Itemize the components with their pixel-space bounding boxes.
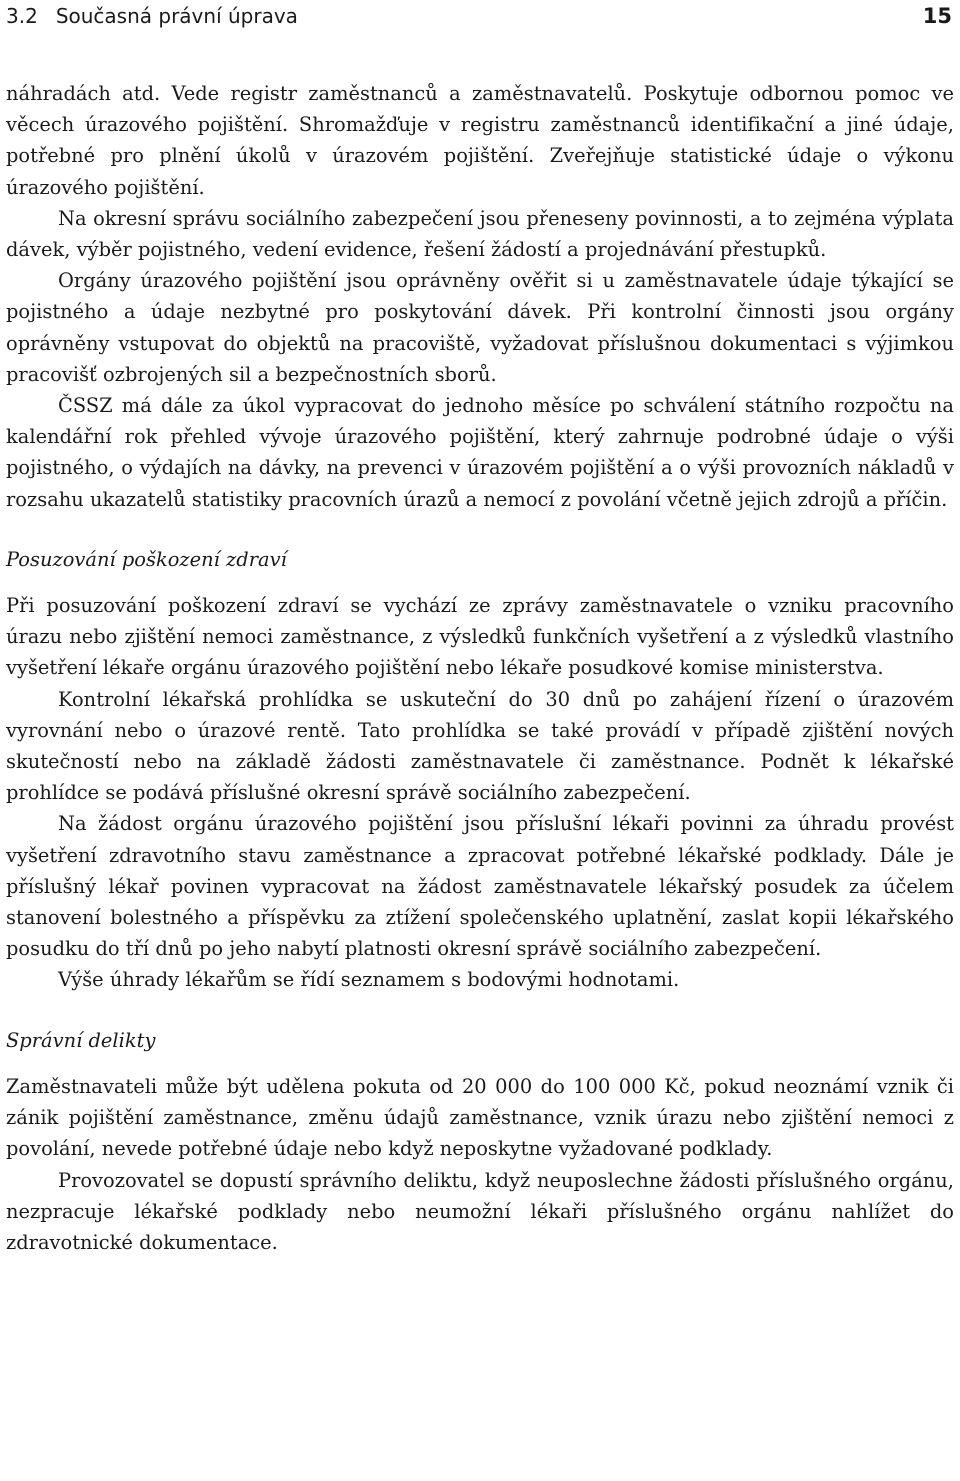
document-page <box>6 0 954 1258</box>
header-section <box>6 4 298 28</box>
paragraph: náhradách atd. Vede registr zaměstnanců a zaměstnavatelů. Poskytuje odbornou pomoc ve věcech úrazového pojištění. Shromažďuje v registru zaměstnanců identifikační a jiné údaje, potřebné pro plnění úkolů v úrazovém pojištění. Zveřejňuje statistické údaje o výkonu úrazového pojištění. <box>6 82 954 199</box>
paragraph: ČSSZ má dále za úkol vypracovat do jednoho měsíce po schválení státního rozpočtu na kalendářní rok přehled vývoje úrazového pojištění, který zahrnuje podrobné údaje o výši pojistného, o výdajích na dávky, na prevenci v úrazovém pojištění a o výši provozních nákladů v rozsahu ukazatelů statistiky pracovních úrazů a nemocí z povolání včetně jejich zdrojů a příčin. <box>6 394 954 511</box>
page-number: 15 <box>922 4 952 28</box>
section-title: Současná právní úprava <box>55 4 298 28</box>
paragraph: Orgány úrazového pojištění jsou oprávněny ověřit si u zaměstnavatele údaje týkající se pojistného a údaje nezbytné pro poskytování dávek. Při kontrolní činnosti jsou orgány oprávněny vstupovat do objektů na pracoviště, vyžadovat příslušnou dokumentaci s výjimkou pracovišť ozbrojených sil a bezpečnostních sborů. <box>6 269 954 386</box>
running-header <box>6 0 954 38</box>
paragraph: Při posuzování poškození zdraví se vychází ze zprávy zaměstnavatele o vzniku pracovního úrazu nebo zjištění nemoci zaměstnance, z výsledků funkčních vyšetření a z výsledků vlastního vyšetření lékaře orgánu úrazového pojištění nebo lékaře posudkové komise ministerstva. <box>6 594 954 680</box>
subheading-health: Posuzování poškození zdraví <box>6 547 287 571</box>
body-text <box>6 78 954 1258</box>
paragraph: Na okresní správu sociálního zabezpečení jsou přeneseny povinnosti, a to zejména výplata dávek, výběr pojistného, vedení evidence, řešení žádostí a projednávání přestupků. <box>6 206 954 262</box>
paragraph: Kontrolní lékařská prohlídka se uskuteční do 30 dnů po zahájení řízení o úrazovém vyrovnání nebo o úrazové rentě. Tato prohlídka se také provádí v případě zjištění nových skutečností nebo na základě žádosti zaměstnavatele či zaměstnance. Podnět k lékařské prohlídce se podává příslušné okresní správě sociálního zabezpečení. <box>6 687 954 805</box>
paragraph: Na žádost orgánu úrazového pojištění jsou příslušní lékaři povinni za úhradu provést vyšetření zdravotního stavu zaměstnance a zpracovat potřebné lékařské podklady. Dále je příslušný lékař povinen vypracovat na žádost zaměstnavatele lékařský posudek za účelem stanovení bolestného a příspěvku za ztížení společenského uplatnění, zaslat kopii lékařského posudku do tří dnů po jeho nabytí platnosti okresní správě sociálního zabezpečení. <box>6 812 954 961</box>
section-number: 3.2 <box>6 4 38 28</box>
subheading-delicts: Správní delikty <box>6 1028 156 1052</box>
paragraph: Zaměstnavateli může být udělena pokuta od 20 000 do 100 000 Kč, pokud neoznámí vznik či zánik pojištění zaměstnance, změnu údajů zaměstnance, vznik úrazu nebo zjištění nemoci z povolání, nevede potřebné údaje nebo když neposkytne vyžadované podklady. <box>6 1074 954 1161</box>
paragraph: Výše úhrady lékařům se řídí seznamem s bodovými hodnotami. <box>58 968 680 992</box>
paragraph: Provozovatel se dopustí správního deliktu, když neuposlechne žádosti příslušného orgánu, nezpracuje lékařské podklady nebo neumožní lékaři příslušného orgánu nahlížet do zdravotnické dokumentace. <box>6 1168 954 1254</box>
